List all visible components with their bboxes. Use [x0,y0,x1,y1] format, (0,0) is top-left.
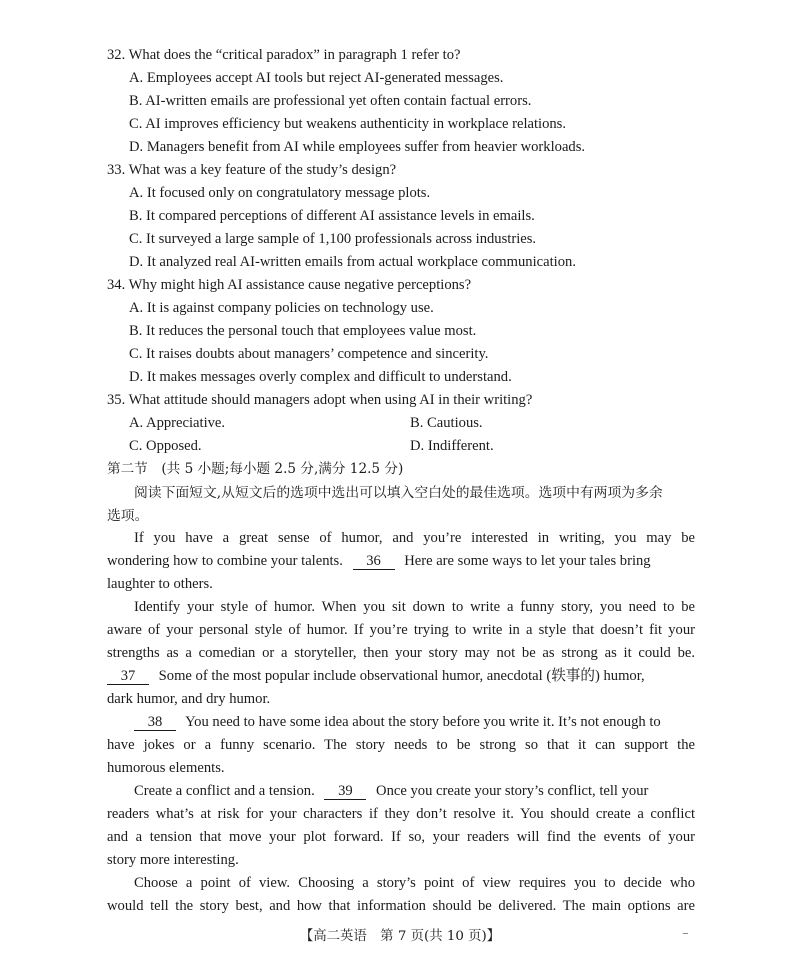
section-2-title: 第二节 (共 5 小题;每小题 2.5 分,满分 12.5 分) [107,461,404,477]
blank-36: 36 [353,554,395,570]
footer-mark: – [683,928,688,939]
passage-p3-line-2: have jokes or a funny scenario. The story needs to be strong so that it can support the [107,737,695,753]
passage-text: Once you create your story’s conflict, tell your [376,783,649,799]
passage-text: You need to have some idea about the story before you write it. It’s not enough to [185,714,661,730]
question-33-option-b: B. It compared perceptions of different AI assistance levels in emails. [129,208,535,224]
question-34-option-b: B. It reduces the personal touch that employees value most. [129,323,477,339]
blank-39: 39 [324,784,366,800]
passage-p3-line-1 [134,712,722,732]
question-34-option-c: C. It raises doubts about managers’ competence and sincerity. [129,346,489,362]
question-33-option-d: D. It analyzed real AI-written emails from actual workplace communication. [129,254,576,270]
question-32-option-d: D. Managers benefit from AI while employees suffer from heavier workloads. [129,139,586,155]
question-34-stem: 34. Why might high AI assistance cause negative perceptions? [107,277,472,293]
passage-p4-line-1 [134,781,722,801]
passage-p2-line-1: Identify your style of humor. When you sit down to write a funny story, you need to be [134,599,695,615]
blank-38: 38 [134,715,176,731]
question-32-option-c: C. AI improves efficiency but weakens authenticity in workplace relations. [129,116,567,132]
passage-p4-line-4: story more interesting. [107,852,239,868]
section-2-instruction-line-1: 阅读下面短文,从短文后的选项中选出可以填入空白处的最佳选项。选项中有两项为多余 [134,485,663,501]
passage-p4-line-2: readers what’s at risk for your characters if they don’t resolve it. You should create a conflict [107,806,695,822]
passage-p2-line-4 [107,666,695,686]
question-34-option-a: A. It is against company policies on technology use. [129,300,434,316]
question-33-option-c: C. It surveyed a large sample of 1,100 professionals across industries. [129,231,537,247]
passage-p1-line-1: If you have a great sense of humor, and you’re interested in writing, you may be [134,530,695,546]
passage-p3-line-3: humorous elements. [107,760,225,776]
question-32-stem: 32. What does the “critical paradox” in paragraph 1 refer to? [107,47,461,63]
section-2-instruction-line-2: 选项。 [107,508,149,524]
blank-37: 37 [107,669,149,685]
question-35-option-d: D. Indifferent. [410,438,494,454]
passage-p2-line-5: dark humor, and dry humor. [107,691,271,707]
passage-p4-line-3: and a tension that move your plot forward. If so, your readers will find the events of your [107,829,695,845]
passage-p1-line-3: laughter to others. [107,576,213,592]
passage-text: Some of the most popular include observational humor, anecdotal (轶事的) humor, [158,668,645,684]
passage-text: Here are some ways to let your tales bring [404,553,651,569]
passage-text: Create a conflict and a tension. [134,783,315,799]
question-32-option-a: A. Employees accept AI tools but reject AI-generated messages. [129,70,504,86]
question-35-option-a: A. Appreciative. [129,415,226,431]
passage-p5-line-1: Choose a point of view. Choosing a story’s point of view requires you to decide who [134,875,695,891]
passage-text: wondering how to combine your talents. [107,553,343,569]
passage-p2-line-3: strengths as a comedian or a storyteller, then your story may not be as strong as it could be. [107,645,695,661]
passage-p2-line-2: aware of your personal style of humor. If you’re trying to write in a style that doesn’t fit your [107,622,695,638]
question-35-stem: 35. What attitude should managers adopt when using AI in their writing? [107,392,533,408]
question-35-option-c: C. Opposed. [129,438,202,454]
passage-p5-line-2: would tell the story best, and how that information should be delivered. The main options are [107,898,695,914]
question-34-option-d: D. It makes messages overly complex and difficult to understand. [129,369,512,385]
question-32-option-b: B. AI-written emails are professional yet often contain factual errors. [129,93,532,109]
question-35-option-b: B. Cautious. [410,415,483,431]
question-33-stem: 33. What was a key feature of the study’s design? [107,162,397,178]
page-footer: 【高二英语 第 7 页(共 10 页)】 [299,929,501,944]
passage-p1-line-2 [107,551,695,571]
question-33-option-a: A. It focused only on congratulatory message plots. [129,185,431,201]
